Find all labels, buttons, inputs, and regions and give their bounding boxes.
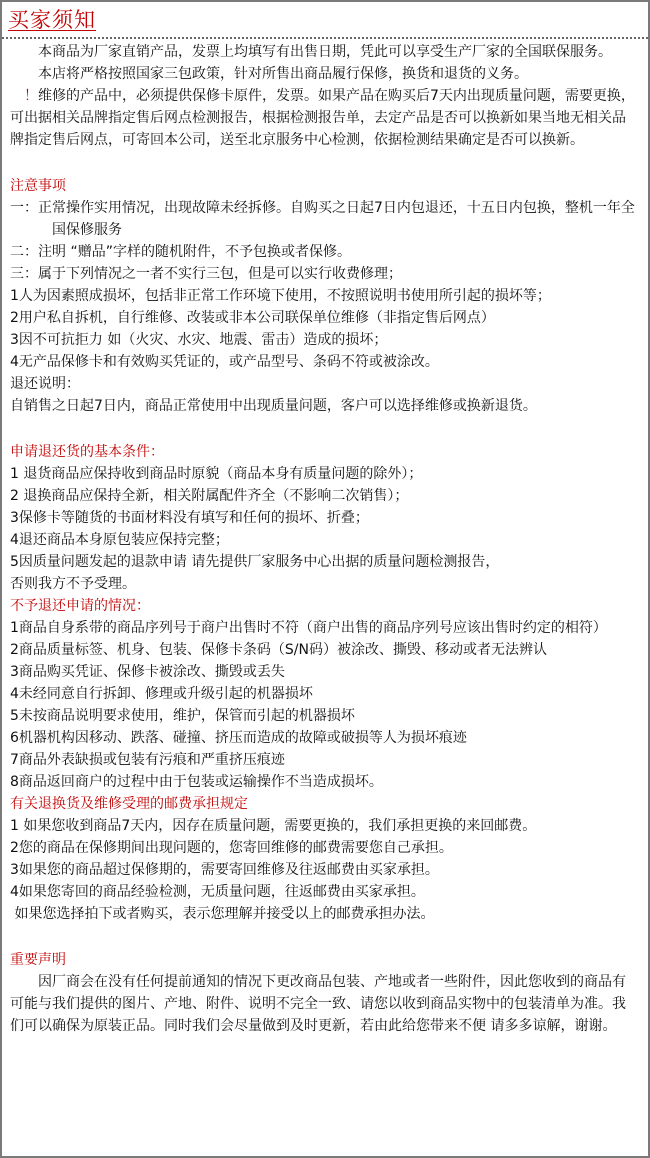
title-divider (2, 37, 648, 39)
spacer (10, 925, 638, 949)
intro-paragraph-3-text: 维修的产品中，必须提供保修卡原件，发票。如果产品在购买后7天内出现质量问题，需要更换，可出据相关品牌指定售后网点检测报告，根据检测报告单，去定产品是否可以换新如果当地无相关品牌指定售后网点，可寄回本公司，送至北京服务中心检测，依据检测结果确定是否可以换新。 (10, 88, 635, 148)
notes-item: 三：属于下列情况之一者不实行三包，但是可以实行收费修理； (10, 266, 402, 282)
statement-heading: 重要声明 (10, 952, 66, 968)
refusals-item: 7商品外表缺损或包装有污痕和严重挤压痕迹 (10, 752, 285, 768)
postage-item: 4如果您寄回的商品经验检测，无质量问题，往返邮费由买家承担。 (10, 884, 425, 900)
intro-paragraph-1: 本商品为厂家直销产品，发票上均填写有出售日期，凭此可以享受生产厂家的全国联保服务。 (38, 44, 612, 60)
notes-item: 1人为因素照成损坏，包括非正常工作环境下使用，不按照说明书使用所引起的损坏等； (10, 288, 551, 304)
refusals-item: 1商品自身系带的商品序列号于商户出售时不符（商户出售的商品序列号应该出售时约定的相符） (10, 620, 607, 636)
conditions-item: 否则我方不予受理。 (10, 576, 136, 592)
spacer (10, 417, 638, 441)
refusals-item: 2商品质量标签、机身、包装、保修卡条码（S/N码）被涂改、撕毁、移动或者无法辨认 (10, 642, 547, 658)
refusals-item: 5未按商品说明要求使用，维护，保管而引起的机器损坏 (10, 708, 355, 724)
notes-item: 退还说明： (10, 376, 80, 392)
notes-item: 二：注明 “赠品”字样的随机附件，不予包换或者保修。 (10, 244, 351, 260)
refusals-heading: 不予退还申请的情况： (10, 598, 150, 614)
notes-item: 3因不可抗拒力 如（火灾、水灾、地震、雷击）造成的损坏； (10, 332, 388, 348)
page-title: 买家须知 (8, 8, 96, 32)
exclamation-icon: ！ (24, 88, 38, 104)
conditions-item: 1 退货商品应保持收到商品时原貌（商品本身有质量问题的除外）； (10, 466, 423, 482)
conditions-item: 5因质量问题发起的退款申请 请先提供厂家服务中心出据的质量问题检测报告， (10, 554, 500, 570)
notes-item: 一：正常操作实用情况，出现故障未经拆修。自购买之日起7日内包退还，十五日内包换，整机一年全国保修服务 (10, 200, 635, 238)
spacer (10, 151, 638, 175)
conditions-heading: 申请退还货的基本条件： (10, 444, 164, 460)
conditions-item: 4退还商品本身原包装应保持完整； (10, 532, 229, 548)
notes-item: 自销售之日起7日内，商品正常使用中出现质量问题，客户可以选择维修或换新退货。 (10, 398, 537, 414)
notes-item: 2用户私自拆机，自行维修、改装或非本公司联保单位维修（非指定售后网点） (10, 310, 495, 326)
postage-heading: 有关退换货及维修受理的邮费承担规定 (10, 796, 248, 812)
refusals-item: 8商品返回商户的过程中由于包装或运输操作不当造成损坏。 (10, 774, 383, 790)
notes-heading: 注意事项 (10, 178, 66, 194)
postage-item: 如果您选择拍下或者购买，表示您理解并接受以上的邮费承担办法。 (10, 906, 435, 922)
statement-paragraph: 因厂商会在没有任何提前通知的情况下更改商品包装、产地或者一些附件，因此您收到的商品有可能与我们提供的图片、产地、附件、说明不完全一致、请您以收到商品实物中的包装清单为准。我们可以确保为原装正品。同时我们会尽量做到及时更新，若由此给您带来不便 请多多谅解，谢谢。 (10, 974, 626, 1034)
refusals-item: 6机器机构因移动、跌落、碰撞、挤压而造成的故障或破损等人为损坏痕迹 (10, 730, 467, 746)
conditions-item: 3保修卡等随货的书面材料没有填写和任何的损坏、折叠； (10, 510, 369, 526)
postage-item: 3如果您的商品超过保修期的，需要寄回维修及往返邮费由买家承担。 (10, 862, 439, 878)
refusals-item: 3商品购买凭证、保修卡被涂改、撕毁或丢失 (10, 664, 285, 680)
notes-item: 4无产品保修卡和有效购买凭证的，或产品型号、条码不符或被涂改。 (10, 354, 439, 370)
intro-paragraph-2: 本店将严格按照国家三包政策，针对所售出商品履行保修，换货和退货的义务。 (38, 66, 528, 82)
refusals-item: 4未经同意自行拆卸、修理或升级引起的机器损坏 (10, 686, 313, 702)
notice-content (10, 41, 638, 1037)
postage-item: 2您的商品在保修期间出现问题的，您寄回维修的邮费需要您自己承担。 (10, 840, 453, 856)
intro-paragraph-3 (10, 85, 638, 151)
postage-item: 1 如果您收到商品7天内，因存在质量问题，需要更换的，我们承担更换的来回邮费。 (10, 818, 537, 834)
conditions-item: 2 退换商品应保持全新，相关附属配件齐全（不影响二次销售）； (10, 488, 409, 504)
